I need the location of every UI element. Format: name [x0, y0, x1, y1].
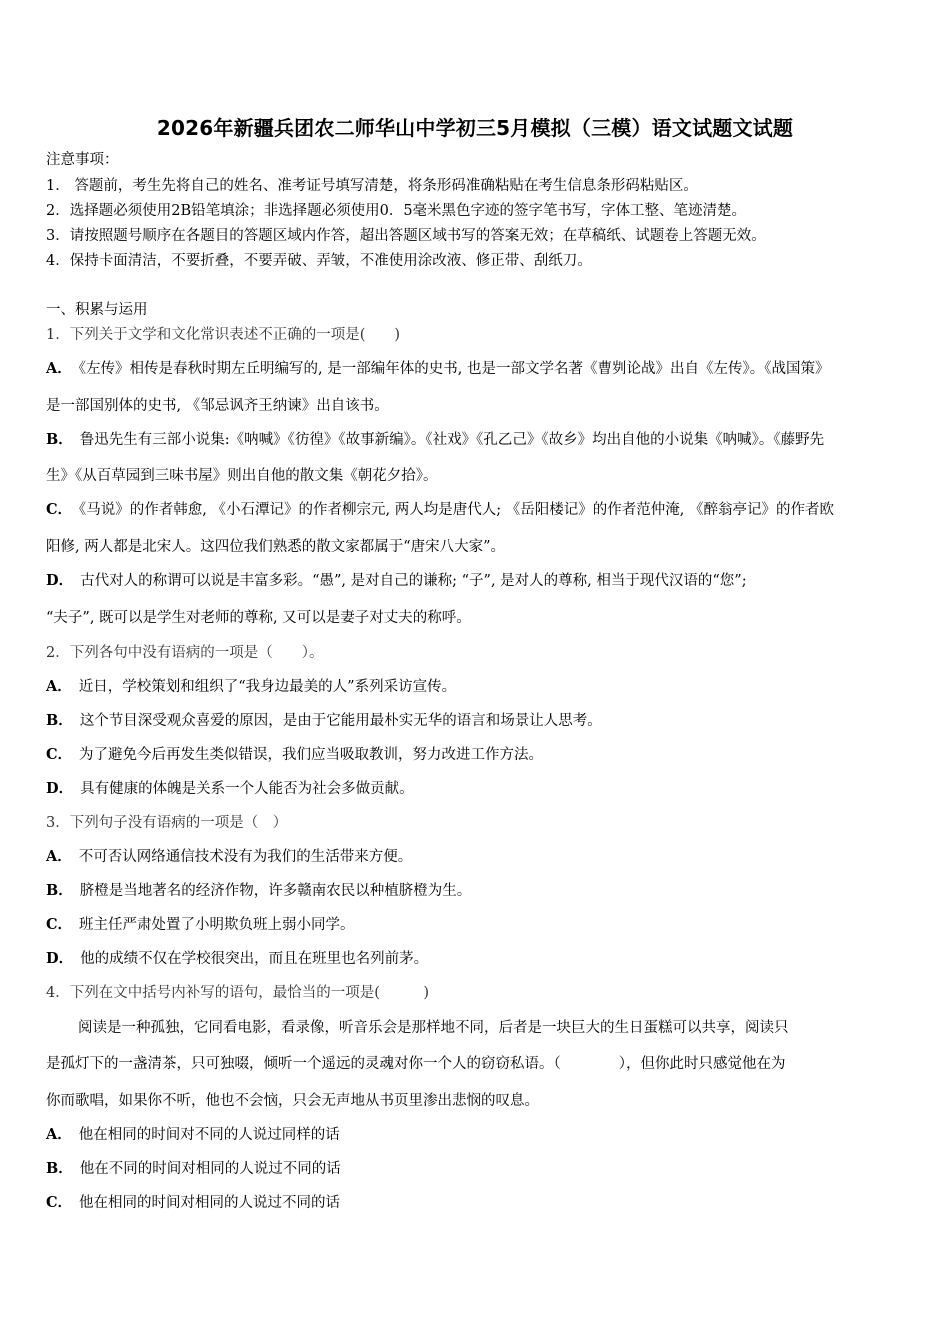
option-text: 近日，学校策划和组织了“我身边最美的人”系列采访宣传。	[78, 679, 457, 695]
option-letter: B．	[46, 712, 73, 729]
option-letter: D．	[46, 950, 74, 967]
option-text: 他在相同的时间对相同的人说过不同的话	[79, 1195, 341, 1211]
option-letter: C．	[46, 501, 73, 518]
option-letter: B．	[46, 1160, 73, 1177]
option-text: 鲁迅先生有三部小说集:《呐喊》《彷徨》《故事新编》。《社戏》《孔乙己》《故乡》均出自他的小说集《呐喊》。《藤野先	[79, 432, 825, 448]
q2-option-d	[46, 779, 414, 799]
q3-option-c	[46, 915, 355, 935]
option-letter: C．	[46, 916, 73, 933]
q1-option-c	[46, 500, 834, 520]
page-title: 2026年新疆兵团农二师华山中学初三5月模拟（三模）语文试题文试题	[156, 116, 794, 140]
option-letter: A．	[46, 848, 72, 865]
option-letter: D．	[46, 780, 74, 797]
option-text: 他在不同的时间对相同的人说过不同的话	[79, 1161, 341, 1177]
question-3-stem: 3．下列句子没有语病的一项是（ ）	[46, 815, 288, 831]
option-text: 为了避免今后再发生类似错误，我们应当吸取教训，努力改进工作方法。	[79, 747, 544, 763]
option-text: 《马说》的作者韩愈, 《小石潭记》的作者柳宗元, 两人均是唐代人; 《岳阳楼记》的作者范仲淹, 《醉翁亭记》的作者欧	[79, 502, 834, 518]
question-4-stem: 4．下列在文中括号内补写的语句，最恰当的一项是( )	[46, 985, 430, 1001]
q3-option-b	[46, 881, 471, 901]
question-2-stem: 2．下列各句中没有语病的一项是（ ）。	[46, 645, 324, 661]
notice-item-3: 3．请按照题号顺序在各题目的答题区域内作答，超出答题区域书写的答案无效；在草稿纸、试题卷上答题无效。	[46, 228, 766, 244]
q4-option-b	[46, 1159, 341, 1179]
q4-passage-line-2: 是孤灯下的一盏清茶，只可独啜，倾听一个遥远的灵魂对你一个人的窃窃私语。（ ），但你此时只感觉他在为	[46, 1056, 786, 1072]
q1-option-b-cont: 生》《从百草园到三味书屋》则出自他的散文集《朝花夕拾》。	[46, 468, 438, 484]
option-letter: C．	[46, 1194, 73, 1211]
option-text: 脐橙是当地著名的经济作物，许多赣南农民以种植脐橙为生。	[79, 883, 472, 899]
notice-heading: 注意事项：	[46, 152, 119, 168]
q3-option-a	[46, 847, 412, 867]
q2-option-b	[46, 711, 602, 731]
q1-option-d	[46, 571, 747, 591]
option-letter: D．	[46, 572, 74, 589]
q1-option-d-cont: “夫子”, 既可以是学生对老师的尊称, 又可以是妻子对丈夫的称呼。	[46, 610, 471, 626]
q2-option-a	[46, 677, 456, 697]
q1-option-a	[46, 359, 829, 379]
notice-item-4: 4．保持卡面清洁，不要折叠，不要弄破、弄皱，不准使用涂改液、修正带、刮纸刀。	[46, 253, 592, 269]
option-letter: C．	[46, 746, 73, 763]
q4-passage-line-1: 阅读是一种孤独，它同看电影，看录像，听音乐会是那样地不同，后者是一块巨大的生日蛋糕可以共享，阅读只	[78, 1020, 789, 1036]
q1-option-c-cont: 阳修, 两人都是北宋人。这四位我们熟悉的散文家都属于“唐宋八大家”。	[46, 539, 506, 555]
option-letter: A．	[46, 1126, 72, 1143]
option-text: 他在相同的时间对不同的人说过同样的话	[78, 1127, 340, 1143]
q1-option-b	[46, 430, 824, 450]
question-1-stem: 1．下列关于文学和文化常识表述不正确的一项是( )	[46, 327, 401, 343]
q1-option-a-cont: 是一部国别体的史书, 《邹忌讽齐王纳谏》出自该书。	[46, 398, 389, 414]
option-letter: B．	[46, 431, 73, 448]
option-text: 班主任严肃处置了小明欺负班上弱小同学。	[79, 917, 355, 933]
section-heading: 一、积累与运用	[46, 302, 148, 318]
q4-passage-line-3: 你而歌唱，如果你不听，他也不会恼，只会无声地从书页里渗出悲悯的叹息。	[46, 1093, 539, 1109]
option-letter: A．	[46, 678, 72, 695]
q4-option-a	[46, 1125, 340, 1145]
q4-option-c	[46, 1193, 340, 1213]
option-text: 具有健康的体魄是关系一个人能否为社会多做贡献。	[80, 781, 414, 797]
q2-option-c	[46, 745, 543, 765]
notice-item-1: 1． 答题前，考生先将自己的姓名、准考证号填写清楚，将条形码准确粘贴在考生信息条形码粘贴区。	[46, 178, 698, 194]
option-text: 这个节目深受观众喜爱的原因，是由于它能用最朴实无华的语言和场景让人思考。	[79, 713, 602, 729]
option-letter: A．	[46, 360, 72, 377]
option-text: 他的成绩不仅在学校很突出，而且在班里也名列前茅。	[80, 951, 429, 967]
q3-option-d	[46, 949, 428, 969]
option-text: 古代对人的称谓可以说是丰富多彩。“愚”, 是对自己的谦称; “子”, 是对人的尊称, 相当于现代汉语的“您”;	[80, 573, 747, 589]
option-letter: B．	[46, 882, 73, 899]
option-text: 不可否认网络通信技术没有为我们的生活带来方便。	[78, 849, 413, 865]
option-text: 《左传》相传是春秋时期左丘明编写的, 是一部编年体的史书, 也是一部文学名著《曹刿论战》出自《左传》。《战国策》	[78, 361, 830, 377]
notice-item-2: 2．选择题必须使用2B铅笔填涂；非选择题必须使用0．5毫米黑色字迹的签字笔书写，字体工整、笔迹清楚。	[46, 203, 747, 219]
